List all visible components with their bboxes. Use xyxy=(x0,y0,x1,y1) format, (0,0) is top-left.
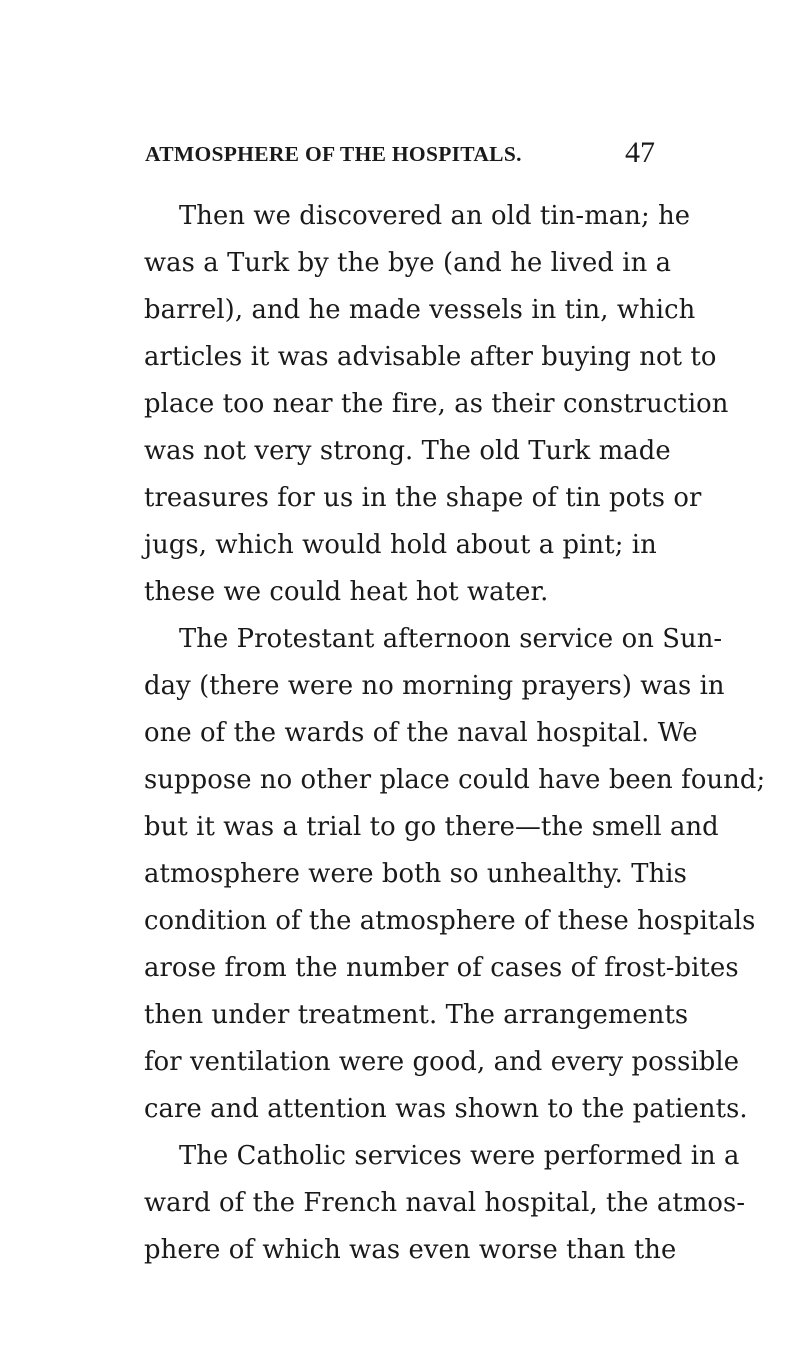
running-title: ATMOSPHERE OF THE HOSPITALS. xyxy=(145,142,522,166)
text-line: ward of the French naval hospital, the atmos- xyxy=(144,1188,746,1218)
text-line: treasures for us in the shape of tin pots or xyxy=(144,483,702,513)
text-line: for ventilation were good, and every possible xyxy=(144,1047,740,1077)
page-number: 47 xyxy=(625,136,655,169)
text-line: day (there were no morning prayers) was in xyxy=(144,671,725,701)
text-line: one of the wards of the naval hospital. We xyxy=(144,718,698,748)
text-line: barrel), and he made vessels in tin, which xyxy=(144,295,696,325)
text-line: but it was a trial to go there—the smell and xyxy=(144,812,719,842)
text-line: The Protestant afternoon service on Sun- xyxy=(179,624,723,654)
text-line: these we could heat hot water. xyxy=(144,577,549,607)
text-line: The Catholic services were performed in a xyxy=(179,1141,740,1171)
text-line: care and attention was shown to the patients. xyxy=(144,1094,748,1124)
text-line: arose from the number of cases of frost-bites xyxy=(144,953,739,983)
text-line: was a Turk by the bye (and he lived in a xyxy=(144,248,672,278)
body-text xyxy=(144,193,766,1274)
text-line: jugs, which would hold about a pint; in xyxy=(144,530,657,560)
text-line: suppose no other place could have been found; xyxy=(144,765,766,795)
text-line: Then we discovered an old tin-man; he xyxy=(179,201,691,231)
text-line: place too near the fire, as their construction xyxy=(144,389,729,419)
running-head xyxy=(145,136,655,176)
text-line: phere of which was even worse than the xyxy=(144,1235,677,1265)
text-line: articles it was advisable after buying not to xyxy=(144,342,717,372)
text-line: then under treatment. The arrangements xyxy=(144,1000,689,1030)
text-line: was not very strong. The old Turk made xyxy=(144,436,671,466)
text-line: condition of the atmosphere of these hospitals xyxy=(144,906,756,936)
text-line: atmosphere were both so unhealthy. This xyxy=(144,859,687,889)
